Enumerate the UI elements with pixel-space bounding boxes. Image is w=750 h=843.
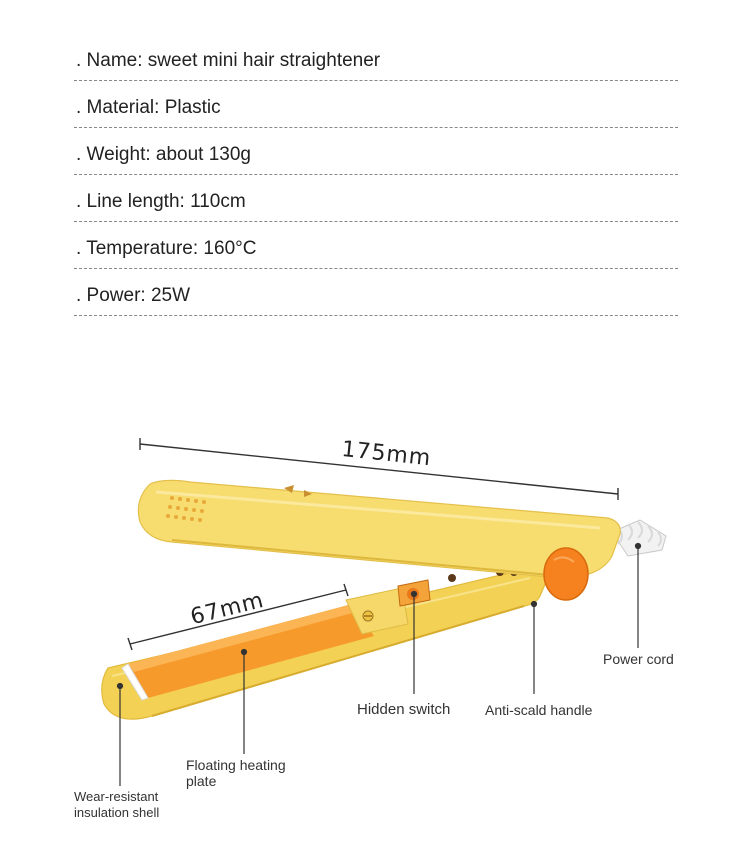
anti-scald-callout: Anti-scald handle: [485, 702, 593, 718]
hidden-switch-callout: Hidden switch: [357, 701, 451, 718]
callout-line-power-cord: [636, 544, 641, 649]
shell-callout: [74, 789, 159, 821]
power-cord-icon: [612, 520, 666, 556]
heating-plate-callout-line2: plate: [186, 773, 217, 789]
power-cord-callout: Power cord: [603, 651, 674, 667]
shell-callout-line2: insulation shell: [74, 805, 160, 820]
callout-line-anti-scald: [532, 602, 537, 695]
spec-weight: . Weight: about 130g: [76, 144, 251, 165]
heating-plate-callout: [186, 757, 286, 789]
spec-power: . Power: 25W: [76, 285, 191, 306]
anti-scald-handle-icon: [544, 548, 588, 600]
plate-dimension-label: 67mm: [188, 587, 267, 631]
heating-plate-callout-line1: Floating heating: [186, 757, 286, 773]
spec-material: . Material: Plastic: [76, 97, 221, 118]
spec-temperature: . Temperature: 160°C: [76, 238, 257, 259]
shell-callout-line1: Wear-resistant: [74, 789, 159, 804]
spec-line-length: . Line length: 110cm: [76, 191, 246, 212]
spec-name: . Name: sweet mini hair straightener: [76, 50, 381, 71]
length-dimension-label: 175mm: [340, 437, 433, 472]
